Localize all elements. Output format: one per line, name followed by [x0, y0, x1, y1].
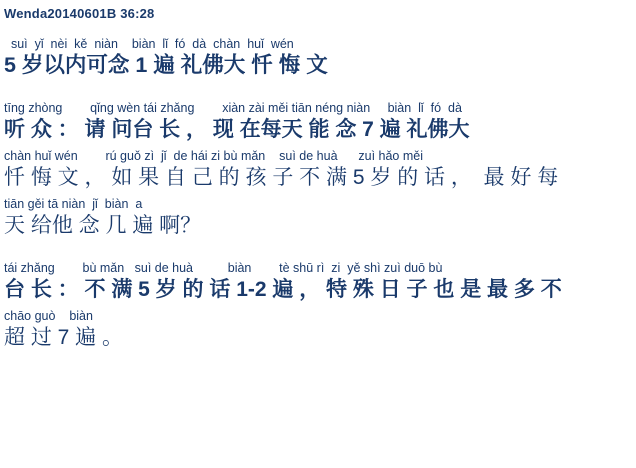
speaker-label: 听 众 ： 请 问台 长 ， 现 在每天 能 念 7 遍 礼佛大: [4, 118, 470, 141]
hanzi-line: 超 过 7 遍 。: [4, 326, 124, 349]
pinyin-line: chāo guò biàn: [4, 309, 93, 323]
pinyin-line: chàn huǐ wén rú guǒ zì jǐ de hái zi bù mǎn suì de huà zuì hǎo měi: [4, 149, 423, 163]
speaker-label: 台 长 ： 不 满 5 岁 的 话 1-2 遍 ， 特 殊 日 子 也 是 最 多 不: [4, 278, 562, 301]
hanzi-line: 忏 悔 文 ， 如 果 自 己 的 孩 子 不 满 5 岁 的 话 ， 最 好 每: [4, 166, 559, 189]
text-block-listener-line-1: [0, 101, 636, 143]
pinyin-line: tái zhǎng bù mǎn suì de huà biàn tè shū rì zi yě shì zuì duō bù: [4, 261, 443, 275]
hanzi-line: 天 给他 念 几 遍 啊？: [4, 214, 202, 237]
text-block-listener-line-2: [0, 149, 636, 191]
hanzi-line: [2, 276, 634, 303]
pinyin-line: tiān gěi tā niàn jǐ biàn a: [4, 197, 143, 211]
text-block-question-title: [0, 37, 636, 79]
hanzi-line: [2, 116, 634, 143]
document-header: Wenda20140601B 36:28: [4, 6, 155, 21]
pinyin-line: tīng zhòng qǐng wèn tái zhǎng xiàn zài měi tiān néng niàn biàn lǐ fó dà: [4, 101, 462, 115]
hanzi-line: 5 岁以内可念 1 遍 礼佛大 忏 悔 文: [4, 53, 328, 77]
text-block-master-line-1: [0, 261, 636, 303]
text-block-master-line-2: [0, 309, 636, 351]
text-block-listener-line-3: [0, 197, 636, 239]
pinyin-line: suì yǐ nèi kě niàn biàn lǐ fó dà chàn huǐ wén: [4, 37, 294, 51]
